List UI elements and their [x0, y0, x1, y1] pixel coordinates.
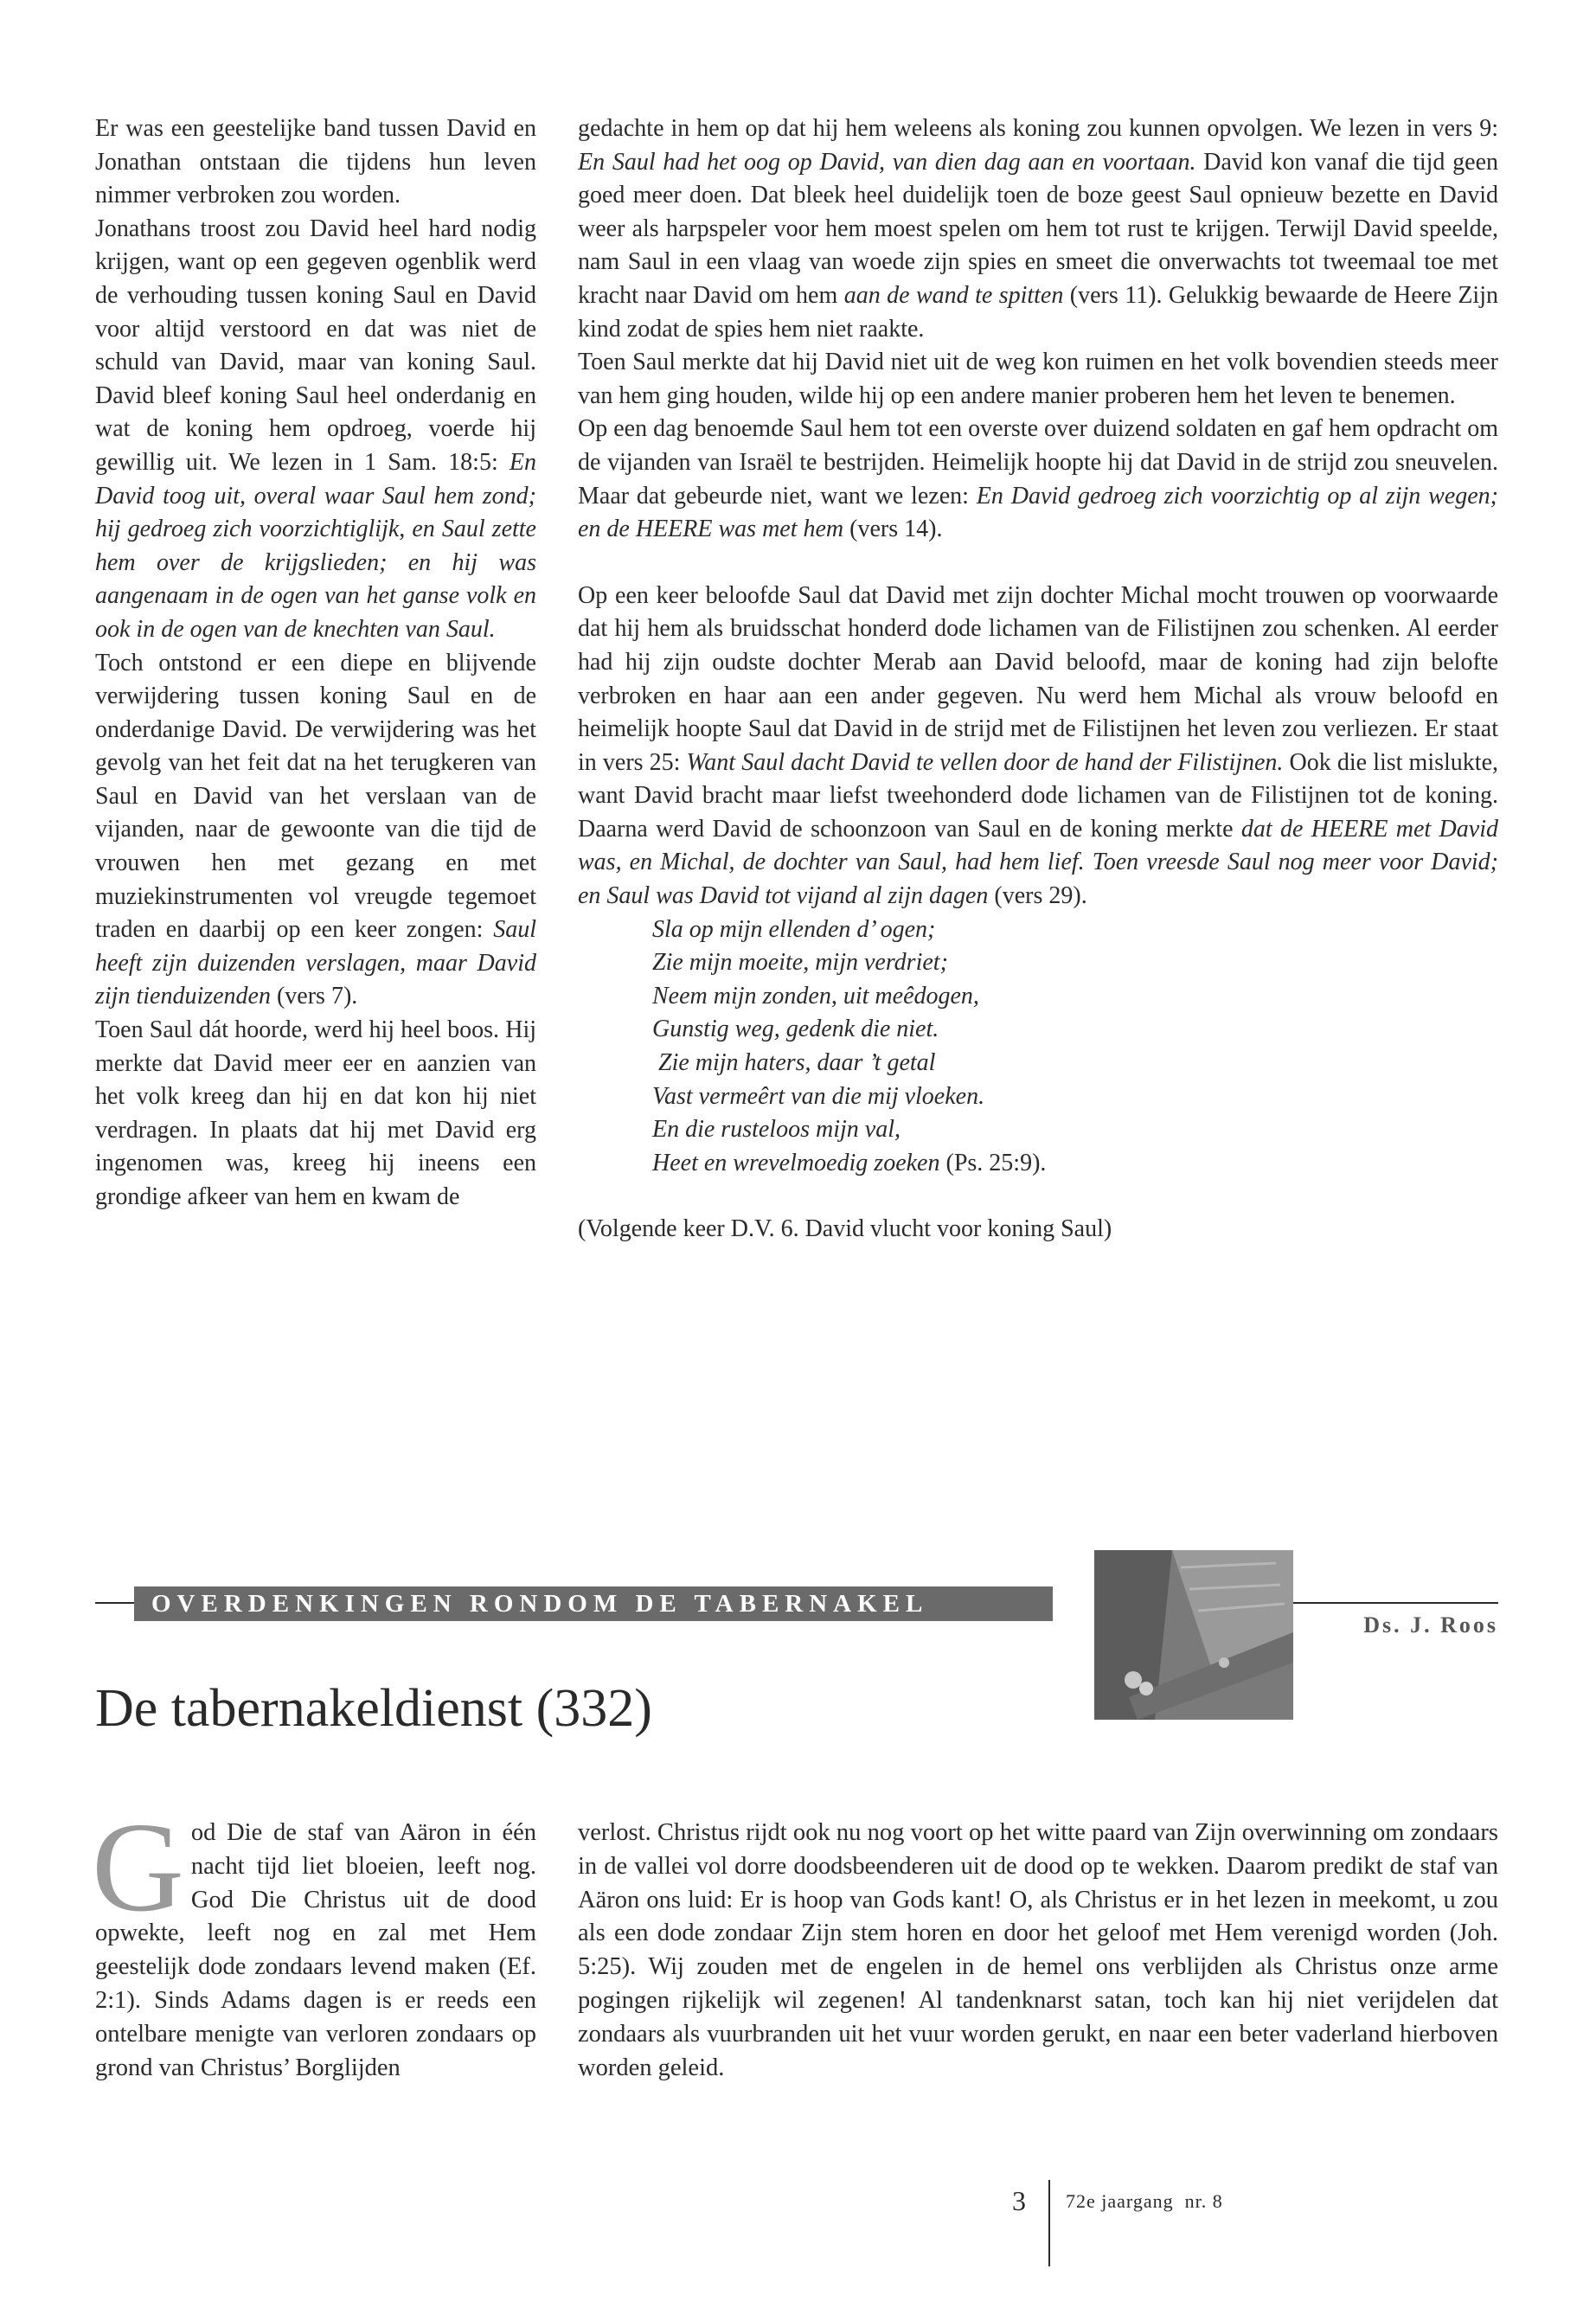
scripture-quote: En David toog uit, overal waar Saul hem zond; hij gedroeg zich voorzichtiglijk, en Saul zette hem over de krijgslieden; en hij was aangenaam in de ogen van het ganse volk en ook in de ogen van de knechten van Saul. [95, 448, 536, 643]
poem-line: Neem mijn zonden, uit meêdogen, [652, 982, 979, 1009]
scripture-quote: En David gedroeg zich voorzichtig op al zijn wegen; en de HEERE was met hem [578, 482, 1498, 543]
paragraph: Op een dag benoemde Saul hem tot een overste over duizend soldaten en gaf hem opdracht om de vijanden van Israël te bestrijden. Heimelijk hoopte hij dat David in de strijd zou sneuvelen. Maar dat gebeurde niet, want we lezen: En David gedroeg zich voorzichtig op al zijn wegen; en de HEERE was met hem (vers 14). [578, 415, 1498, 543]
scripture-quote: Saul heeft zijn duizenden verslagen, maar David zijn tienduizenden [95, 916, 536, 1010]
header-rule [95, 1602, 134, 1604]
left-column [95, 112, 536, 1215]
poem-line: Gunstig weg, gedenk die niet. [652, 1016, 939, 1043]
paragraph: Toen Saul dát hoorde, werd hij heel boos. Hij merkte dat David meer eer en aanzien van het volk kreeg dan hij en dat kon hij niet verdragen. In plaats dat hij met David erg ingenomen was, kreeg hij ineens een grondige afkeer van hem en kwam de [95, 1016, 536, 1210]
next-time-note: (Volgende keer D.V. 6. David vlucht voor koning Saul) [578, 1215, 1112, 1243]
paragraph: Jonathans troost zou David heel hard nodig krijgen, want op een gegeven ogenblik werd de verhouding tussen koning Saul en David voor altijd verstoord en dat was niet de schuld van David, maar van koning Saul. David bleef koning Saul heel onderdanig en wat de koning hem opdroeg, voerde hij gewillig uit. We lezen in 1 Sam. 18:5: En David toog uit, overal waar Saul hem zond; hij gedroeg zich voorzichtiglijk, en Saul zette hem over de krijgslieden; en hij was aangenaam in de ogen van het ganse volk en ook in de ogen van de knechten van Saul. [95, 215, 536, 643]
footer-divider [1048, 2180, 1050, 2266]
header-rule [1293, 1602, 1498, 1604]
section-banner: OVERDENKINGEN RONDOM DE TABERNAKEL [134, 1586, 1053, 1621]
article-right-column [578, 1817, 1498, 2085]
stone-wood-photo-image [1094, 1550, 1293, 1720]
paragraph: Op een keer beloofde Saul dat David met zijn dochter Michal mocht trouwen op voorwaarde dat hij hem als bruidsschat honderd dode lichamen van de Filistijnen zou schenken. Al eerder had hij zijn oudste dochter Merab aan David beloofd, maar de koning had zijn belofte verbroken en haar aan een ander gegeven. Nu werd hem Michal als vrouw beloofd en heimelijk hoopte Saul dat David in de strijd met de Filistijnen het leven zou verliezen. Er staat in vers 25: Want Saul dacht David te vellen door de hand der Filistijnen. Ook die list mislukte, want David bracht maar liefst tweehonderd dode lichamen van de Filistijnen tot de koning. Daarna werd David de schoonzoon van Saul en de koning merkte dat de HEERE met David was, en Michal, de dochter van Saul, had hem lief. Toen vreesde Saul nog meer voor David; en Saul was David tot vijand al zijn dagen (vers 29). [578, 581, 1498, 910]
drop-cap: G [92, 1797, 184, 1939]
paragraph: Toen Saul merkte dat hij David niet uit de weg kon ruimen en het volk bovendien steeds meer van hem ging houden, wilde hij op een andere manier proberen hem het leven te benemen. [578, 349, 1498, 409]
poem-line: Sla op mijn ellenden d’ ogen; [652, 915, 936, 943]
author-name: Ds. J. Roos [1363, 1612, 1498, 1638]
right-column [578, 112, 1498, 1247]
poem-line: En die rusteloos mijn val, [652, 1116, 901, 1144]
section-photo [1094, 1550, 1293, 1720]
poem-line: Heet en wrevelmoedig zoeken (Ps. 25:9). [652, 1149, 1047, 1176]
scripture-quote: dat de HEERE met David was, en Michal, de dochter van Saul, had hem lief. Toen vreesde Saul nog meer voor David; en Saul was David tot vijand al zijn dagen [578, 815, 1498, 910]
paragraph: Toch ontstond er een diepe en blijvende verwijdering tussen koning Saul en de onderdanige David. De verwijdering was het gevolg van het feit dat na het terugkeren van Saul en David van het verslaan van de vijanden, naar de gewoonte van die tijd de vrouwen hen met gezang en met muziekinstrumenten vol vreugde tegemoet traden en daarbij op een keer zongen: Saul heeft zijn duizenden verslagen, maar David zijn tienduizenden (vers 7). [95, 649, 536, 1010]
scripture-quote: En Saul had het oog op David, van dien dag aan en voortaan. [578, 148, 1196, 176]
poem-line: Vast vermeêrt van die mij vloeken. [652, 1082, 985, 1110]
paragraph: gedachte in hem op dat hij hem weleens als koning zou kunnen opvolgen. We lezen in vers 9: En Saul had het oog op David, van dien dag aan en voortaan. David kon vanaf die tijd geen goed meer doen. Dat bleek heel duidelijk toen de boze geest Saul opnieuw bezette en David weer als harpspeler voor hem moest spelen om hem tot rust te krijgen. Terwijl David speelde, nam Saul in een vlaag van woede zijn spies en smeet die onverwachts tot tweemaal toe met kracht naar David om hem aan de wand te spitten (vers 11). Gelukkig bewaarde de Heere Zijn kind zodat de spies hem niet raakte. [578, 115, 1499, 343]
scripture-quote: aan de wand te spitten [843, 281, 1064, 309]
page-number: 3 [1012, 2185, 1026, 2216]
article-title: De tabernakeldienst (332) [95, 1679, 652, 1738]
article-text: od Die de staf van Aäron in één nacht tijd liet bloeien, leeft nog. God Die Christus uit de dood opwekte, leeft nog en zal met Hem geestelijk dode zondaars levend maken (Ef. 2:1). Sinds Adams dagen is er reeds een ontelbare menigte van verloren zondaars op grond van Christus’ Borglijden [95, 1819, 536, 2081]
article-text: verlost. Christus rijdt ook nu nog voort op het witte paard van Zijn overwinning om zondaars in de vallei vol dorre doodsbeenderen uit de dood op te wekken. Daarom predikt de staf van Aäron ons luid: Er is hoop van Gods kant! O, als Christus er in het lezen in meekomt, u zou als een dode zondaar Zijn stem horen en door het geloof met Hem verenigd worden (Joh. 5:25). Wij zouden met de engelen in de hemel ons verblijden als Christus onze arme pogingen rijkelijk wil zegenen! Al tandenknarst satan, toch kan hij niet verijdelen dat zondaars als vuurbranden uit het vuur worden gerukt, en naar een beter vaderland hierboven worden geleid. [578, 1819, 1498, 2081]
issue-info: 72e jaargang nr. 8 [1066, 2190, 1223, 2212]
poem-line: Zie mijn haters, daar ’t getal [652, 1049, 936, 1077]
scripture-quote: Want Saul dacht David te vellen door de hand der Filistijnen. [686, 748, 1284, 776]
poem-line: Zie mijn moeite, mijn verdriet; [652, 949, 948, 977]
paragraph: Er was een geestelijke band tussen David en Jonathan ontstaan die tijdens hun leven nimmer verbroken zou worden. [95, 115, 536, 209]
article-left-column [92, 1797, 536, 2085]
